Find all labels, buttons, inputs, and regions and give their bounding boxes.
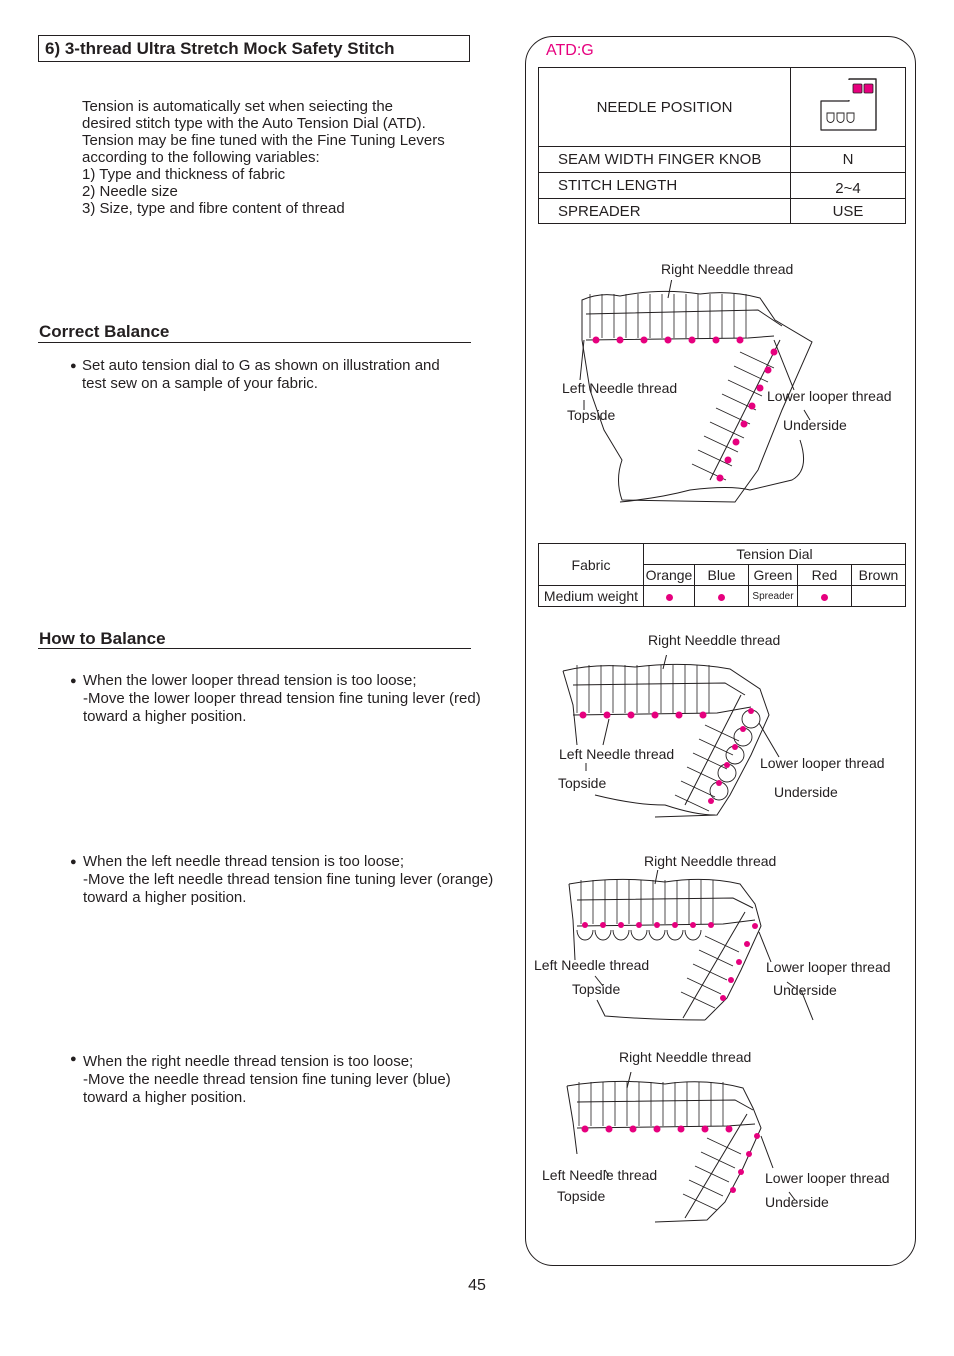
label-lower-looper: Lower looper thread bbox=[765, 1170, 890, 1186]
bullet-line: When the lower looper thread tension is too loose; bbox=[83, 672, 417, 689]
label-right-needle: Right Needdle thread bbox=[644, 853, 777, 869]
bullet-icon: ● bbox=[70, 360, 77, 372]
label-topside: Topside bbox=[558, 775, 607, 791]
intro-line: Tension may be fine tuned with the Fine Tuning Levers bbox=[82, 132, 445, 149]
brown-cell bbox=[852, 586, 906, 607]
color-green: Green bbox=[749, 565, 798, 586]
spec-value: USE bbox=[791, 199, 906, 224]
label-left-needle: Left Needle thread bbox=[562, 380, 678, 396]
needle-position-label: NEEDLE POSITION bbox=[539, 68, 791, 147]
intro-paragraph bbox=[82, 98, 445, 217]
pink-dot-icon bbox=[718, 594, 725, 601]
balance-item-lower-looper bbox=[70, 672, 481, 726]
balance-item-left-needle bbox=[70, 853, 493, 907]
bullet-line: -Move the left needle thread tension fine tuning lever (orange) bbox=[83, 871, 494, 888]
label-right-needle: Right Needdle thread bbox=[619, 1049, 752, 1065]
intro-line: 3) Size, type and fibre content of thread bbox=[82, 200, 345, 217]
blue-cell bbox=[695, 586, 749, 607]
bullet-line: test sew on a sample of your fabric. bbox=[82, 375, 318, 392]
label-left-needle: Left Needle thread bbox=[542, 1167, 658, 1183]
intro-line: desired stitch type with the Auto Tension Dial (ATD). bbox=[82, 115, 426, 132]
stitch-diagram-lower-looper-loose-drawing bbox=[555, 655, 895, 825]
spreader-cell: Spreader bbox=[749, 586, 798, 607]
label-left-needle: Left Needle thread bbox=[534, 957, 650, 973]
color-brown: Brown bbox=[852, 565, 906, 586]
intro-line: according to the following variables: bbox=[82, 149, 320, 166]
intro-line: 2) Needle size bbox=[82, 183, 178, 200]
intro-line: Tension is automatically set when seiecting the bbox=[82, 98, 394, 115]
label-lower-looper: Lower looper thread bbox=[767, 388, 892, 404]
red-cell bbox=[798, 586, 852, 607]
label-underside: Underside bbox=[774, 784, 838, 800]
pink-dot-icon bbox=[666, 594, 673, 601]
spec-value: 2~4 bbox=[791, 173, 906, 199]
fabric-header: Fabric bbox=[539, 544, 644, 586]
color-red: Red bbox=[798, 565, 852, 586]
label-topside: Topside bbox=[557, 1188, 606, 1204]
bullet-line: Set auto tension dial to G as shown on illustration and bbox=[82, 357, 440, 374]
page-number: 45 bbox=[468, 1277, 486, 1294]
tension-dial-header: Tension Dial bbox=[644, 544, 906, 565]
color-orange: Orange bbox=[644, 565, 695, 586]
pink-dot-icon bbox=[821, 594, 828, 601]
bullet-icon: ● bbox=[70, 675, 77, 687]
color-blue: Blue bbox=[695, 565, 749, 586]
section-title: 6) 3-thread Ultra Stretch Mock Safety Stitch bbox=[38, 35, 470, 62]
label-underside: Underside bbox=[783, 417, 847, 433]
spec-value: N bbox=[791, 147, 906, 173]
row-label: Medium weight bbox=[539, 586, 644, 607]
spec-label: SPREADER bbox=[539, 199, 791, 224]
label-left-needle: Left Needle thread bbox=[559, 746, 675, 762]
needle-position-cell bbox=[791, 68, 906, 147]
heading-rule bbox=[38, 342, 471, 343]
bullet-line: toward a higher position. bbox=[83, 889, 247, 906]
label-topside: Topside bbox=[567, 407, 616, 423]
bullet-line: -Move the lower looper thread tension fine tuning lever (red) bbox=[83, 690, 481, 707]
label-right-needle: Right Needdle thread bbox=[661, 261, 794, 277]
label-underside: Underside bbox=[765, 1194, 829, 1210]
atd-label: ATD:G bbox=[546, 42, 594, 59]
spec-label: SEAM WIDTH FINGER KNOB bbox=[539, 147, 791, 173]
bullet-line: toward a higher position. bbox=[83, 708, 247, 725]
stitch-diagram-left-needle-loose-drawing bbox=[555, 870, 895, 1030]
label-lower-looper: Lower looper thread bbox=[760, 755, 885, 771]
bullet-line: When the left needle thread tension is too loose; bbox=[83, 853, 405, 870]
how-to-balance-heading: How to Balance bbox=[39, 629, 166, 648]
balance-item-right-needle bbox=[70, 1053, 451, 1107]
label-lower-looper: Lower looper thread bbox=[766, 959, 891, 975]
intro-line: 1) Type and thickness of fabric bbox=[82, 166, 286, 183]
bullet-icon: ● bbox=[70, 856, 77, 868]
label-topside: Topside bbox=[572, 981, 621, 997]
needle-position-icon bbox=[818, 77, 878, 133]
bullet-line: -Move the needle thread tension fine tuning lever (blue) bbox=[83, 1071, 451, 1088]
stitch-diagram-right-needle-loose-drawing bbox=[555, 1072, 895, 1232]
settings-table bbox=[538, 67, 906, 224]
correct-balance-bullet bbox=[70, 357, 440, 393]
orange-cell bbox=[644, 586, 695, 607]
correct-balance-heading: Correct Balance bbox=[39, 322, 170, 341]
label-underside: Underside bbox=[773, 982, 837, 998]
bullet-line: When the right needle thread tension is too loose; bbox=[83, 1053, 414, 1070]
label-right-needle: Right Needdle thread bbox=[648, 632, 781, 648]
bullet-icon: ● bbox=[70, 1053, 77, 1065]
heading-rule bbox=[38, 648, 471, 649]
tension-table bbox=[538, 543, 906, 607]
bullet-line: toward a higher position. bbox=[83, 1089, 247, 1106]
spec-label: STITCH LENGTH bbox=[539, 173, 791, 199]
